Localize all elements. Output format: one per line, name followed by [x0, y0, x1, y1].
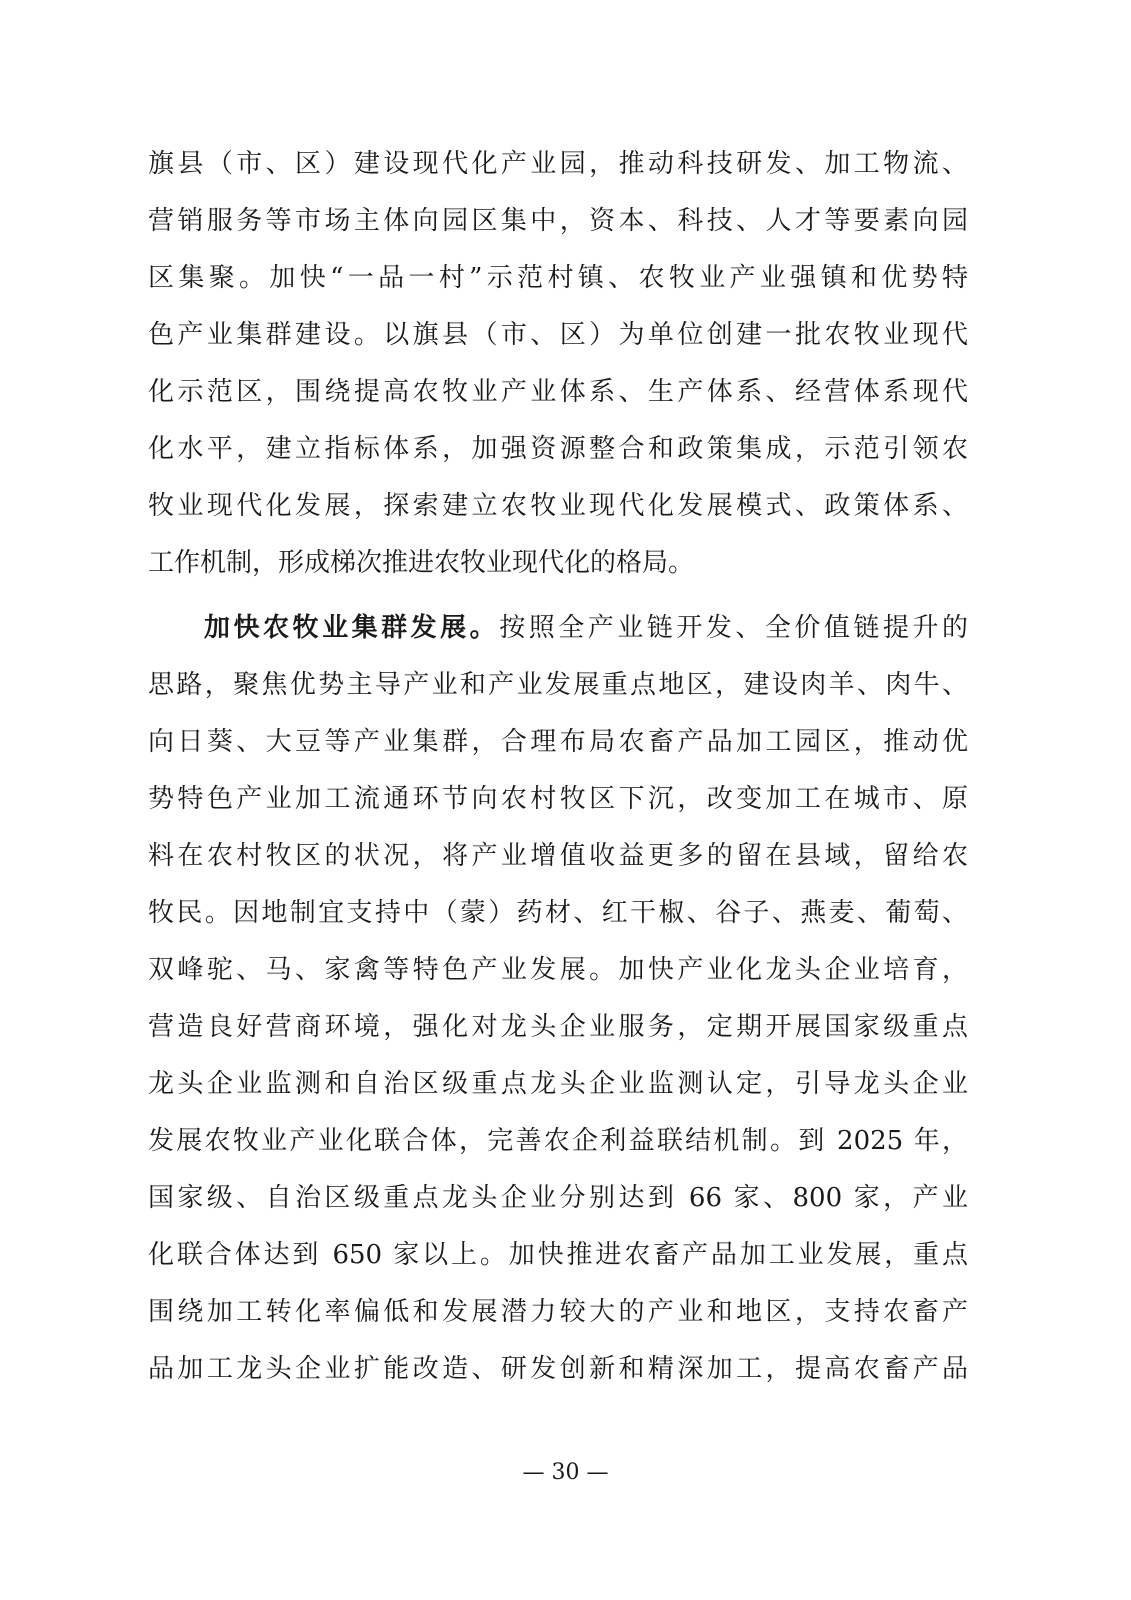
paragraph-first-line-text: 按照全产业链开发、全价值链提升的: [499, 613, 968, 643]
paragraph-line: 化水平，建立指标体系，加强资源整合和政策集成，示范引领农: [148, 434, 968, 464]
paragraph-line: 品加工龙头企业扩能改造、研发创新和精深加工，提高农畜产品: [148, 1354, 968, 1384]
paragraph-line: 牧业现代化发展，探索建立农牧业现代化发展模式、政策体系、: [148, 491, 968, 521]
paragraph-line: 向日葵、大豆等产业集群，合理布局农畜产品加工园区，推动优: [148, 727, 968, 757]
paragraph-line: 围绕加工转化率偏低和发展潜力较大的产业和地区，支持农畜产: [148, 1297, 968, 1327]
paragraph-line: 料在农村牧区的状况，将产业增值收益更多的留在县域，留给农: [148, 841, 968, 871]
paragraph-line: 龙头企业监测和自治区级重点龙头企业监测认定，引导龙头企业: [148, 1069, 968, 1099]
paragraph-line: 牧民。因地制宜支持中（蒙）药材、红干椒、谷子、燕麦、葡萄、: [148, 898, 968, 928]
paragraph-line: 旗县（市、区）建设现代化产业园，推动科技研发、加工物流、: [148, 149, 968, 179]
paragraph-line: 色产业集群建设。以旗县（市、区）为单位创建一批农牧业现代: [148, 320, 968, 350]
paragraph-line: 发展农牧业产业化联合体，完善农企利益联结机制。到 2025 年，: [148, 1126, 968, 1156]
paragraph-line: 工作机制，形成梯次推进农牧业现代化的格局。: [148, 548, 695, 578]
paragraph-line: 化联合体达到 650 家以上。加快推进农畜产品加工业发展，重点: [148, 1240, 968, 1270]
page-number: — 30 —: [522, 1460, 609, 1485]
paragraph-line: 营造良好营商环境，强化对龙头企业服务，定期开展国家级重点: [148, 1012, 968, 1042]
paragraph-line: 国家级、自治区级重点龙头企业分别达到 66 家、800 家，产业: [148, 1183, 968, 1213]
paragraph-line: 营销服务等市场主体向园区集中，资本、科技、人才等要素向园: [148, 206, 968, 236]
paragraph-line: 化示范区，围绕提高农牧业产业体系、生产体系、经营体系现代: [148, 377, 968, 407]
paragraph-first-line: [204, 608, 968, 648]
paragraph-line: 思路，聚焦优势主导产业和产业发展重点地区，建设肉羊、肉牛、: [148, 670, 968, 700]
paragraph-line: 区集聚。加快“一品一村”示范村镇、农牧业产业强镇和优势特: [148, 263, 968, 293]
paragraph-line: 势特色产业加工流通环节向农村牧区下沉，改变加工在城市、原: [148, 784, 968, 814]
paragraph-lead-heading: 加快农牧业集群发展。: [204, 613, 500, 643]
paragraph-line: 双峰驼、马、家禽等特色产业发展。加快产业化龙头企业培育，: [148, 955, 968, 985]
